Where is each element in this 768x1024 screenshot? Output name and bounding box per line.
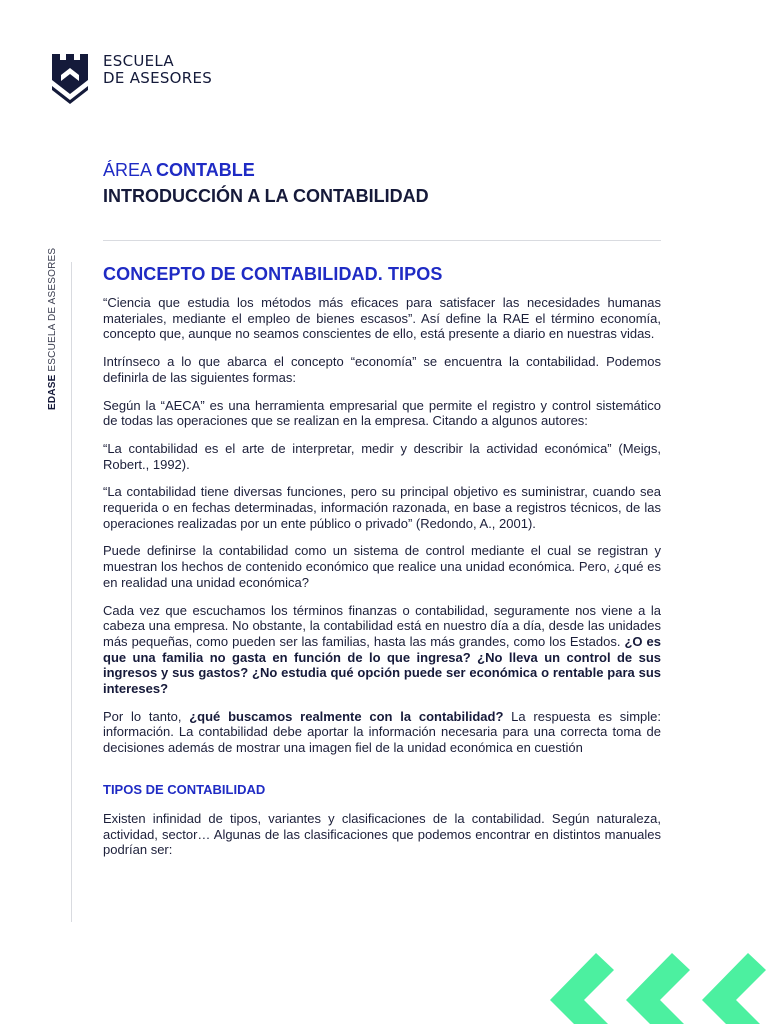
paragraph-8 [103,709,661,756]
brand-line-2: DE ASESORES [103,69,213,87]
paragraph-8-text-a: Por lo tanto, [103,708,190,724]
brand-name [103,53,212,87]
area-prefix: ÁREA [103,160,152,180]
paragraph-5: “La contabilidad tiene diversas funciones, pero su principal objetivo es suministrar, cuando sea requerida o en fechas determinadas, información razonada, en base a registros técnicos, de las operaciones realizadas por un ente público o privado” (Redondo, A., 2001). [103,484,661,531]
paragraph-7-bold: ¿O es que una familia no gasta en función de lo que ingresa? ¿No lleva un control de sus ingresos y sus gastos? ¿No estudia qué opción puede ser económica o rentable para sus intereses? [103,633,662,697]
paragraph-2: Intrínseco a lo que abarca el concepto “economía” se encuentra la contabilidad. Podemos definirla de las siguientes formas: [103,354,661,385]
paragraph-6: Puede definirse la contabilidad como un sistema de control mediante el cual se registran y muestran los hechos de contenido económico que realice una unidad económica. Pero, ¿qué es en realidad una unidad económica? [103,543,661,590]
paragraph-1: “Ciencia que estudia los métodos más eficaces para satisfacer las necesidades humanas materiales, mediante el empleo de bienes escasos”. Así define la RAE el término economía, concepto que, aunque no seamos conscientes de ello, está presente a diario en nuestras vidas. [103,295,661,342]
paragraph-4: “La contabilidad es el arte de interpretar, medir y describir la actividad económica” (Meigs, Robert., 1992). [103,440,661,472]
paragraph-8-bold: ¿qué buscamos realmente con la contabilidad? [189,708,504,724]
paragraph-7-text: Cada vez que escuchamos los términos finanzas o contabilidad, seguramente nos viene a la cabeza una empresa. No obstante, la contabilidad está en nuestro día a día, desde las unidades más pequeñas, como pueden ser las familias, hasta las más grandes, como los Estados. [103,602,661,649]
main-content [103,264,661,870]
side-label-text: ESCUELA DE ASESORES [47,247,58,372]
paragraph-8-text-b: La respuesta es simple: información. La contabilidad debe aportar la información necesaria para una correcta toma de decisiones además de mostrar una imagen fiel de la unidad económica en cuestión [103,708,661,756]
side-label-bold: EDASE [47,374,58,410]
header-divider [103,240,661,241]
paragraph-3: Según la “AECA” es una herramienta empresarial que permite el registro y control sistemático de todas las operaciones que se realizan en la empresa. Citando a algunos autores: [103,397,661,429]
subsection-paragraph-1: Existen infinidad de tipos, variantes y clasificaciones de la contabilidad. Según naturaleza, actividad, sector… Algunas de las clasificaciones que podemos encontrar en distintos manuales podrían ser: [103,810,661,858]
brand-line-1: ESCUELA [103,52,174,70]
paragraph-7 [103,603,661,697]
triple-chevron-left-icon [536,948,768,1024]
subsection-title: TIPOS DE CONTABILIDAD [103,781,266,797]
document-subtitle: INTRODUCCIÓN A LA CONTABILIDAD [103,186,429,206]
side-divider [71,262,72,922]
area-heading [103,160,255,181]
castle-shield-icon [52,54,88,104]
area-name: CONTABLE [156,160,255,180]
section-title: CONCEPTO DE CONTABILIDAD. TIPOS [103,264,443,284]
side-brand-label [47,210,58,410]
